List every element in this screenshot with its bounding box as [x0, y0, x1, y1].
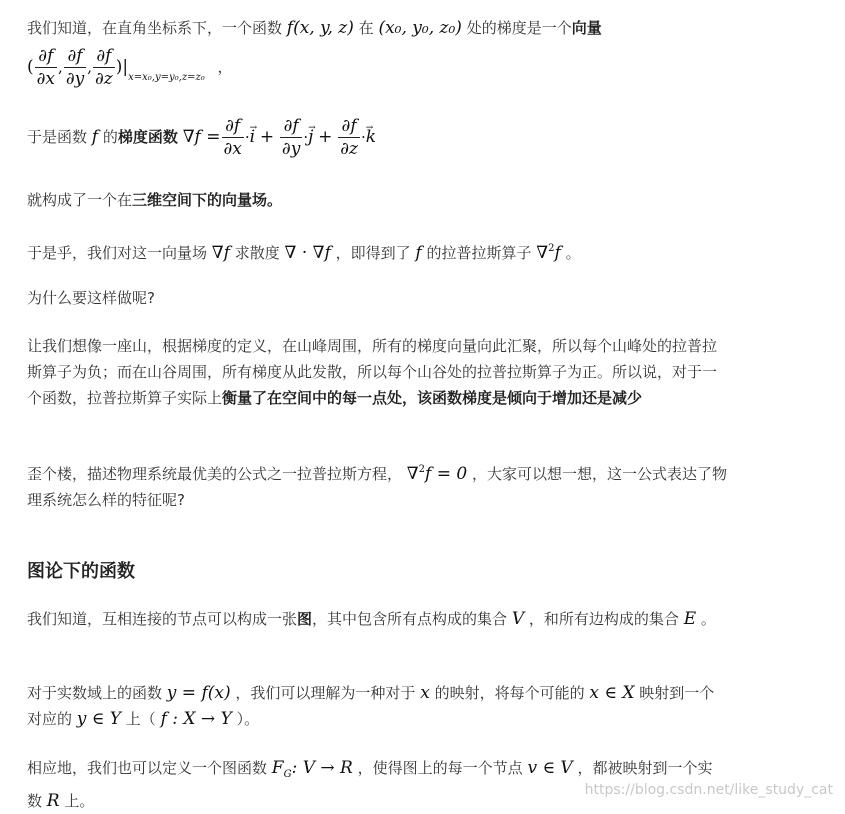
dot: ·: [360, 128, 366, 146]
math-nabla-f: ∇f =: [182, 127, 221, 147]
text: 。: [565, 244, 581, 262]
F: F: [271, 758, 284, 778]
paren-open: (: [27, 57, 34, 77]
denominator: ∂z: [340, 139, 358, 159]
math-E: E: [683, 609, 697, 629]
formula-gradient-vector: [27, 44, 727, 101]
text: 于是函数: [27, 128, 88, 146]
math-function: f(x, y, z): [286, 18, 354, 38]
text: ，我们可以理解为一种对于: [235, 684, 416, 702]
math-y-in-Y: y ∈ Y: [76, 709, 122, 729]
denominator: ∂y: [65, 69, 85, 89]
text: 上（: [125, 710, 156, 728]
text: ，和所有边构成的集合: [528, 610, 679, 628]
numerator: ∂f: [64, 45, 86, 68]
fraction-df-dz: [338, 115, 360, 160]
nabla: ∇: [406, 464, 419, 484]
fraction-df-dz: [93, 45, 115, 90]
paragraph-laplacian: [27, 236, 727, 266]
paragraph-mountain: [27, 333, 727, 411]
numerator: ∂f: [35, 45, 57, 68]
math-mapping: f : X → Y: [160, 709, 232, 729]
unit-vector-j: → j: [308, 113, 313, 161]
text: 求散度: [234, 244, 280, 262]
comma: ,: [58, 58, 63, 76]
paragraph-graph: [27, 606, 727, 632]
numerator: ∂f: [280, 115, 302, 138]
bold-gradient-function: 梯度函数: [117, 128, 178, 146]
denominator: ∂x: [36, 69, 56, 89]
text: ，都被映射到一个实数: [27, 759, 713, 810]
text: 为什么要这样做呢?: [27, 289, 155, 307]
text: 在: [358, 19, 374, 37]
math-graph-function: [272, 758, 353, 778]
math-nabla-f: ∇f: [211, 243, 230, 263]
text: ，即得到了: [335, 244, 411, 262]
nabla: ∇: [536, 243, 549, 263]
fraction-df-dx: [35, 45, 57, 90]
f: f: [554, 243, 561, 263]
math-v-in-V: v ∈ V: [527, 758, 573, 778]
paren-close: )|: [115, 57, 129, 77]
math-laplace-equation: [407, 464, 467, 484]
text: 对于实数域上的函数: [27, 684, 163, 702]
paragraph-real-function: [27, 680, 727, 732]
text: 我们知道，互相连接的节点可以构成一张: [27, 610, 298, 628]
dot: ·: [244, 128, 250, 146]
text: 的映射，将每个可能的: [434, 684, 585, 702]
text: 映射到一个对应的: [27, 684, 715, 728]
evaluation-subscript: x=x₀,y=y₀,z=z₀: [128, 72, 205, 83]
watermark-url: https://blog.csdn.net/like_study_cat: [584, 782, 833, 798]
math-divergence: ∇ · ∇f: [284, 243, 331, 263]
paragraph-vector-field: [27, 187, 727, 213]
math-R: R: [46, 791, 60, 811]
text: ，使得图上的每一个节点: [357, 759, 523, 777]
plus: +: [259, 127, 275, 147]
bold-meaning: 衡量了在空间中的每一点处，该函数梯度是倾向于增加还是减少: [222, 389, 643, 407]
text: 于是乎，我们对这一向量场: [27, 244, 208, 262]
bold-vector: 向量: [571, 19, 602, 37]
bold-graph: 图: [297, 610, 313, 628]
numerator: ∂f: [93, 45, 115, 68]
text: 处的梯度是一个: [466, 19, 572, 37]
denominator: ∂y: [281, 139, 301, 159]
math-f: f: [91, 127, 99, 147]
equation-rest: f = 0: [425, 464, 468, 484]
text: 相应地，我们也可以定义一个图函数: [27, 759, 268, 777]
numerator: ∂f: [222, 115, 244, 138]
text: ，其中包含所有点构成的集合: [312, 610, 508, 628]
fraction-df-dy: [280, 115, 302, 160]
math-x-in-X: x ∈ X: [589, 683, 635, 703]
text: 歪个楼，描述物理系统最优美的公式之一拉普拉斯方程，: [27, 465, 403, 483]
text: 让我们想像一座山，根据梯度的定义，在山峰周围，所有的梯度向量向此汇聚，所以每个山峰处的拉普拉斯算子为负；而在山谷周围，所有梯度从此发散，所以每个山谷处的拉普拉斯算子为正。所以说，对于一个函数，拉普拉斯算子实际上: [27, 337, 718, 407]
text: 的拉普拉斯算子: [426, 244, 532, 262]
text: 上。: [64, 792, 95, 810]
denominator: ∂z: [95, 69, 113, 89]
text: 就构成了一个在: [27, 191, 133, 209]
paragraph-why: [27, 285, 727, 311]
unit-vector-k: → k: [366, 113, 376, 161]
math-V: V: [511, 609, 525, 629]
math-point: (x₀, y₀, z₀): [378, 18, 462, 38]
text: 。: [700, 610, 716, 628]
text: ）。: [236, 710, 260, 728]
paragraph-laplace-equation: [27, 457, 727, 513]
paragraph-gradient-function: [27, 113, 727, 161]
math-laplacian: [536, 243, 561, 263]
fraction-df-dx: [222, 115, 244, 160]
bold-vector-field: 三维空间下的向量场。: [132, 191, 283, 209]
text: 我们知道，在直角坐标系下，一个函数: [27, 19, 283, 37]
text: 的: [102, 128, 118, 146]
text: ，大家可以想一想，这一公式表达了物理系统怎么样的特征呢?: [27, 465, 728, 509]
plus: +: [318, 127, 333, 147]
fraction-df-dy: [64, 45, 86, 90]
math-x: x: [420, 683, 430, 703]
subscript: G: [283, 769, 292, 780]
math-f: f: [415, 243, 422, 263]
superscript: 2: [418, 464, 426, 475]
text: ，: [217, 58, 233, 76]
dot: ·: [303, 128, 309, 146]
unit-vector-i: → i: [250, 113, 255, 161]
numerator: ∂f: [338, 115, 360, 138]
denominator: ∂x: [223, 139, 242, 159]
math-y-eq-fx: y = f(x): [166, 683, 231, 703]
section-heading: 图论下的函数: [27, 561, 135, 582]
comma: ,: [87, 58, 92, 76]
superscript: 2: [548, 243, 555, 254]
mapping: : V → R: [291, 758, 353, 778]
paragraph-gradient-def: [27, 15, 727, 41]
